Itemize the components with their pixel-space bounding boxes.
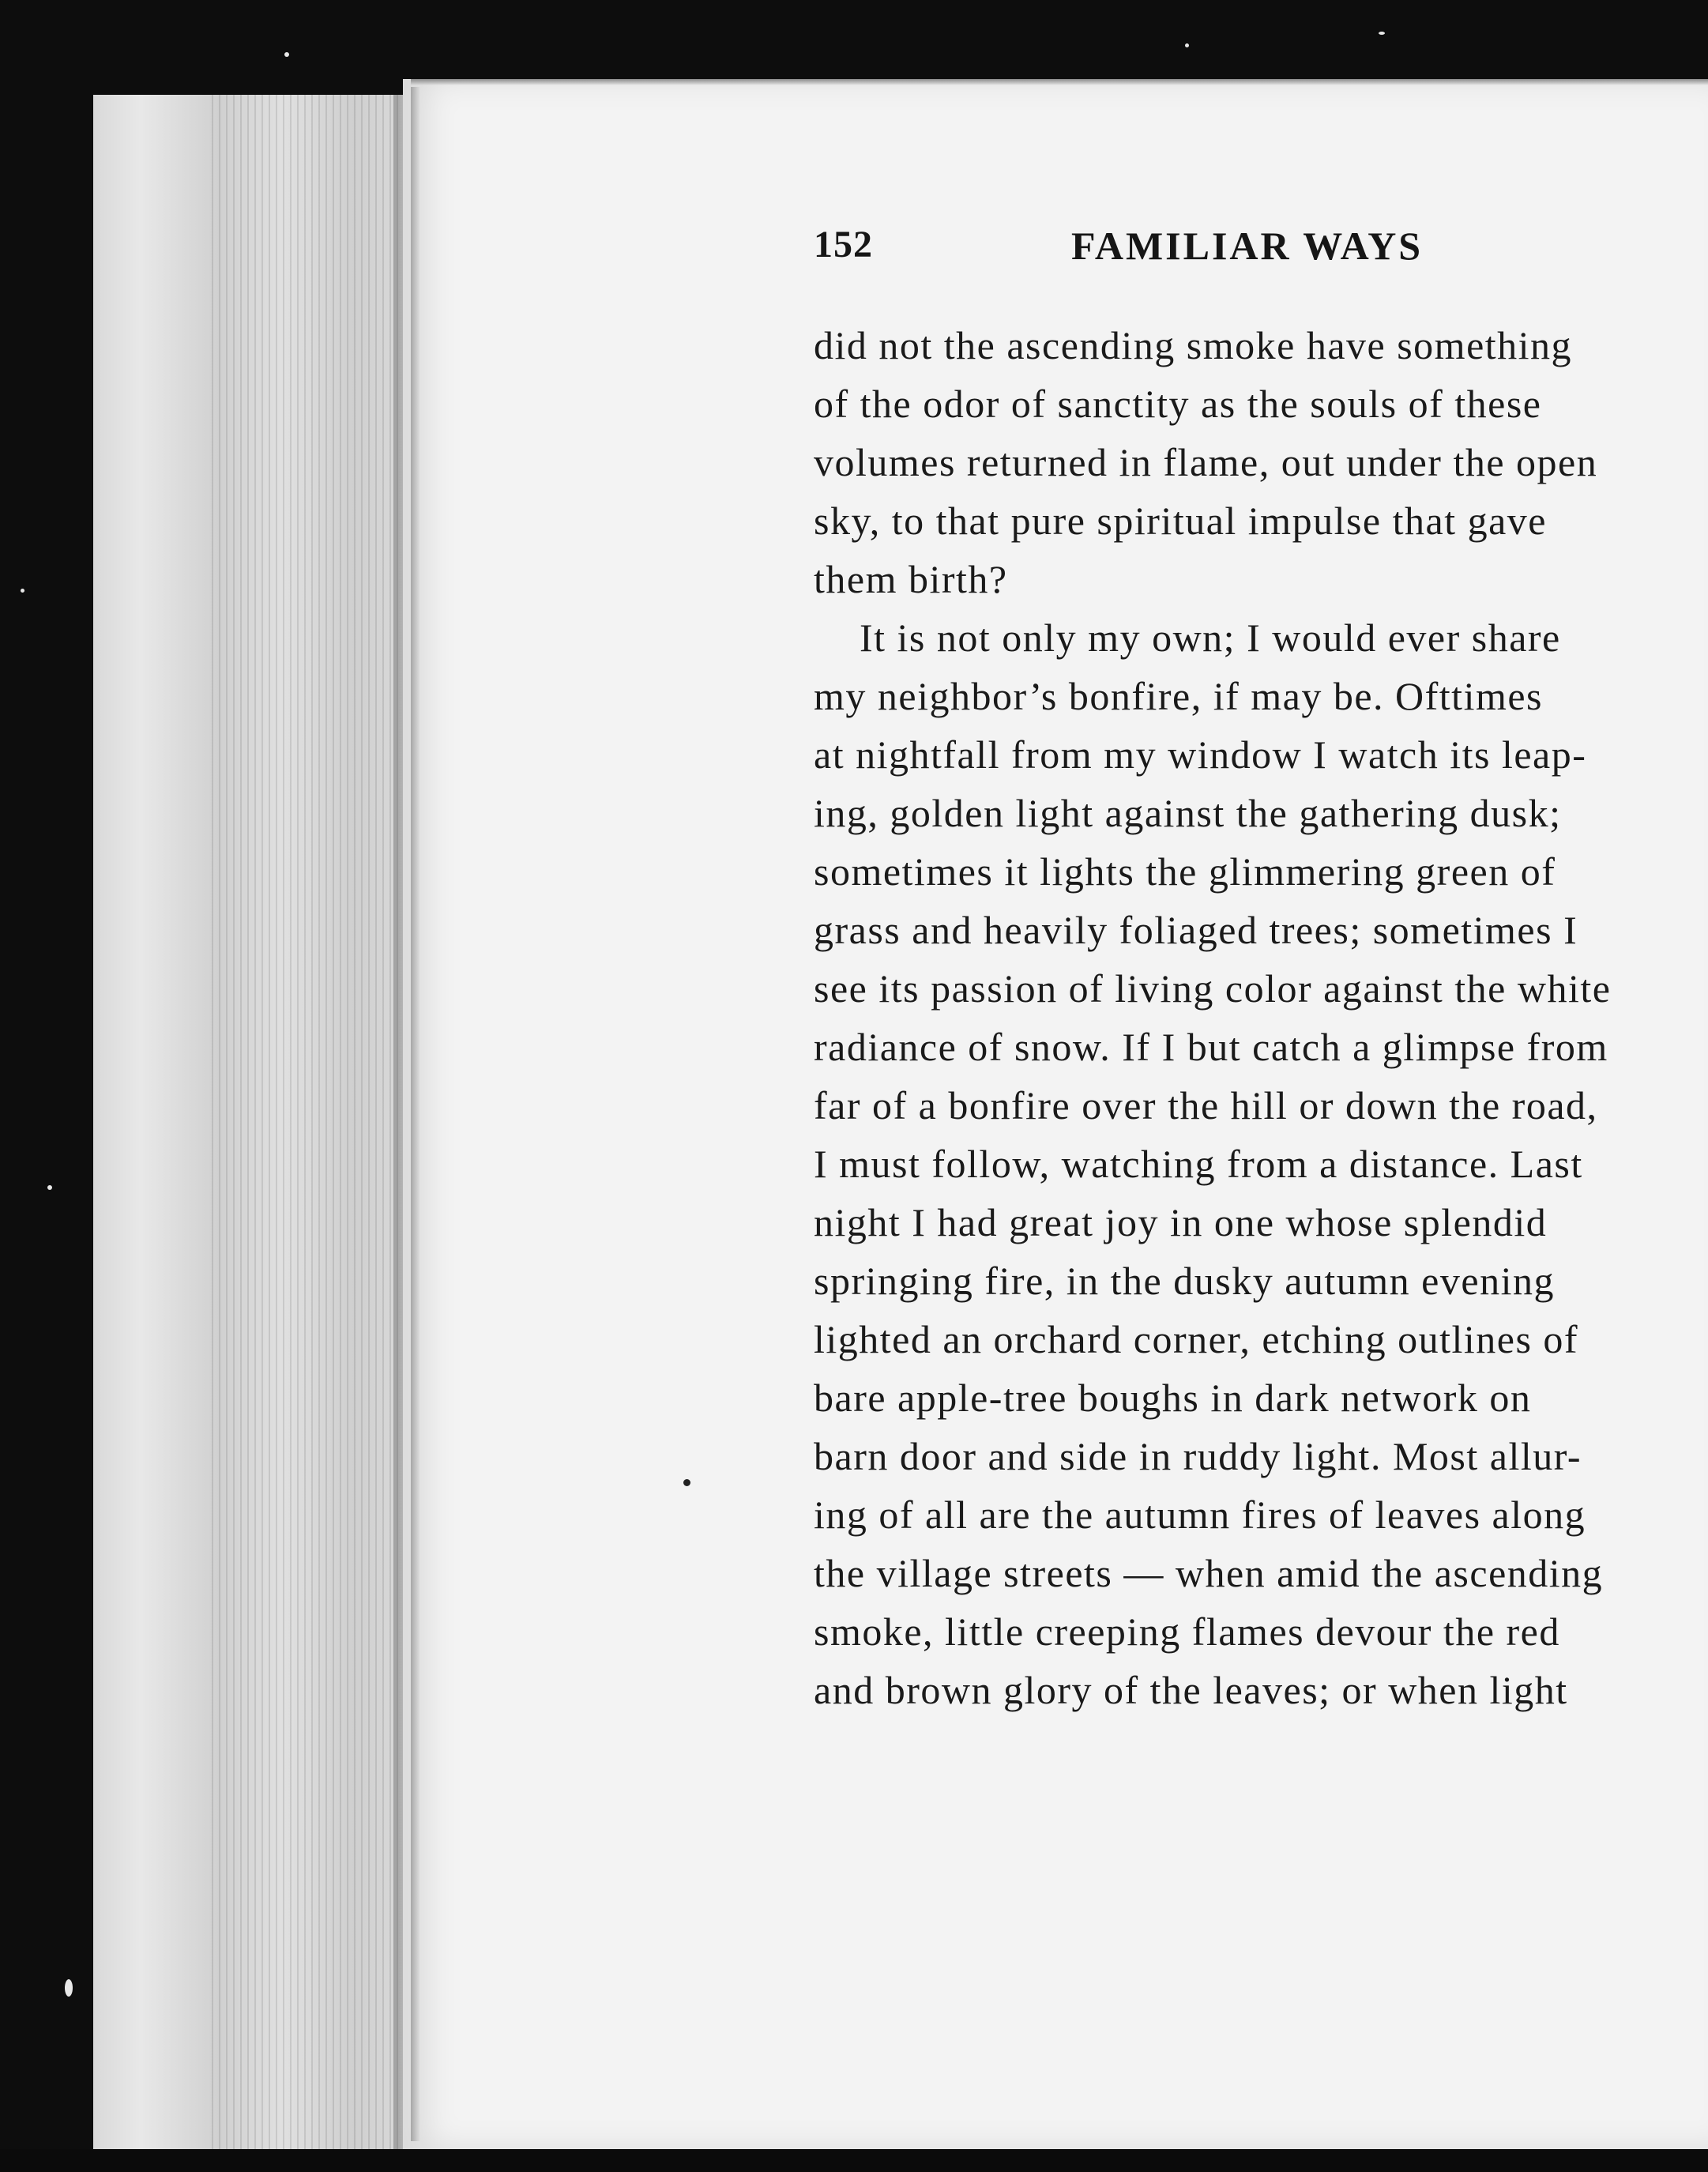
text-line: springing fire, in the dusky autumn evening (814, 1259, 1555, 1303)
text-line: them birth? (814, 557, 1008, 601)
text-line: sometimes it lights the glimmering green of (814, 849, 1556, 894)
text-line: ing of all are the autumn fires of leaves along (814, 1493, 1586, 1537)
text-line: at nightfall from my window I watch its leap- (814, 732, 1587, 777)
text-line: ing, golden light against the gathering dusk; (814, 791, 1562, 835)
text-line: volumes returned in flame, out under the open (814, 440, 1598, 484)
text-line: It is not only my own; I would ever share (860, 615, 1561, 660)
page-number: 152 (814, 224, 873, 265)
text-line: and brown glory of the leaves; or when light (814, 1668, 1568, 1712)
text-line: smoke, little creeping flames devour the red (814, 1609, 1560, 1654)
text-line: bare apple-tree boughs in dark network on (814, 1376, 1532, 1420)
text-line: barn door and side in ruddy light. Most allur- (814, 1434, 1582, 1478)
text-line: my neighbor’s bonfire, if may be. Ofttimes (814, 674, 1544, 718)
text-line: did not the ascending smoke have something (814, 323, 1573, 367)
text-line: lighted an orchard corner, etching outlines of (814, 1317, 1579, 1361)
text-line: night I had great joy in one whose splendid (814, 1200, 1548, 1244)
text-line: sky, to that pure spiritual impulse that gave (814, 499, 1547, 543)
text-line: far of a bonfire over the hill or down the road, (814, 1083, 1598, 1127)
text-line: radiance of snow. If I but catch a glimpse from (814, 1025, 1608, 1069)
text-line: grass and heavily foliaged trees; sometimes I (814, 908, 1578, 952)
running-title: FAMILIAR WAYS (1071, 224, 1424, 268)
text-line: of the odor of sanctity as the souls of these (814, 382, 1542, 426)
running-header (814, 223, 1708, 286)
text-line: the village streets — when amid the ascending (814, 1551, 1604, 1595)
text-line: see its passion of living color against the white (814, 966, 1612, 1011)
text-line: I must follow, watching from a distance. Last (814, 1142, 1583, 1186)
